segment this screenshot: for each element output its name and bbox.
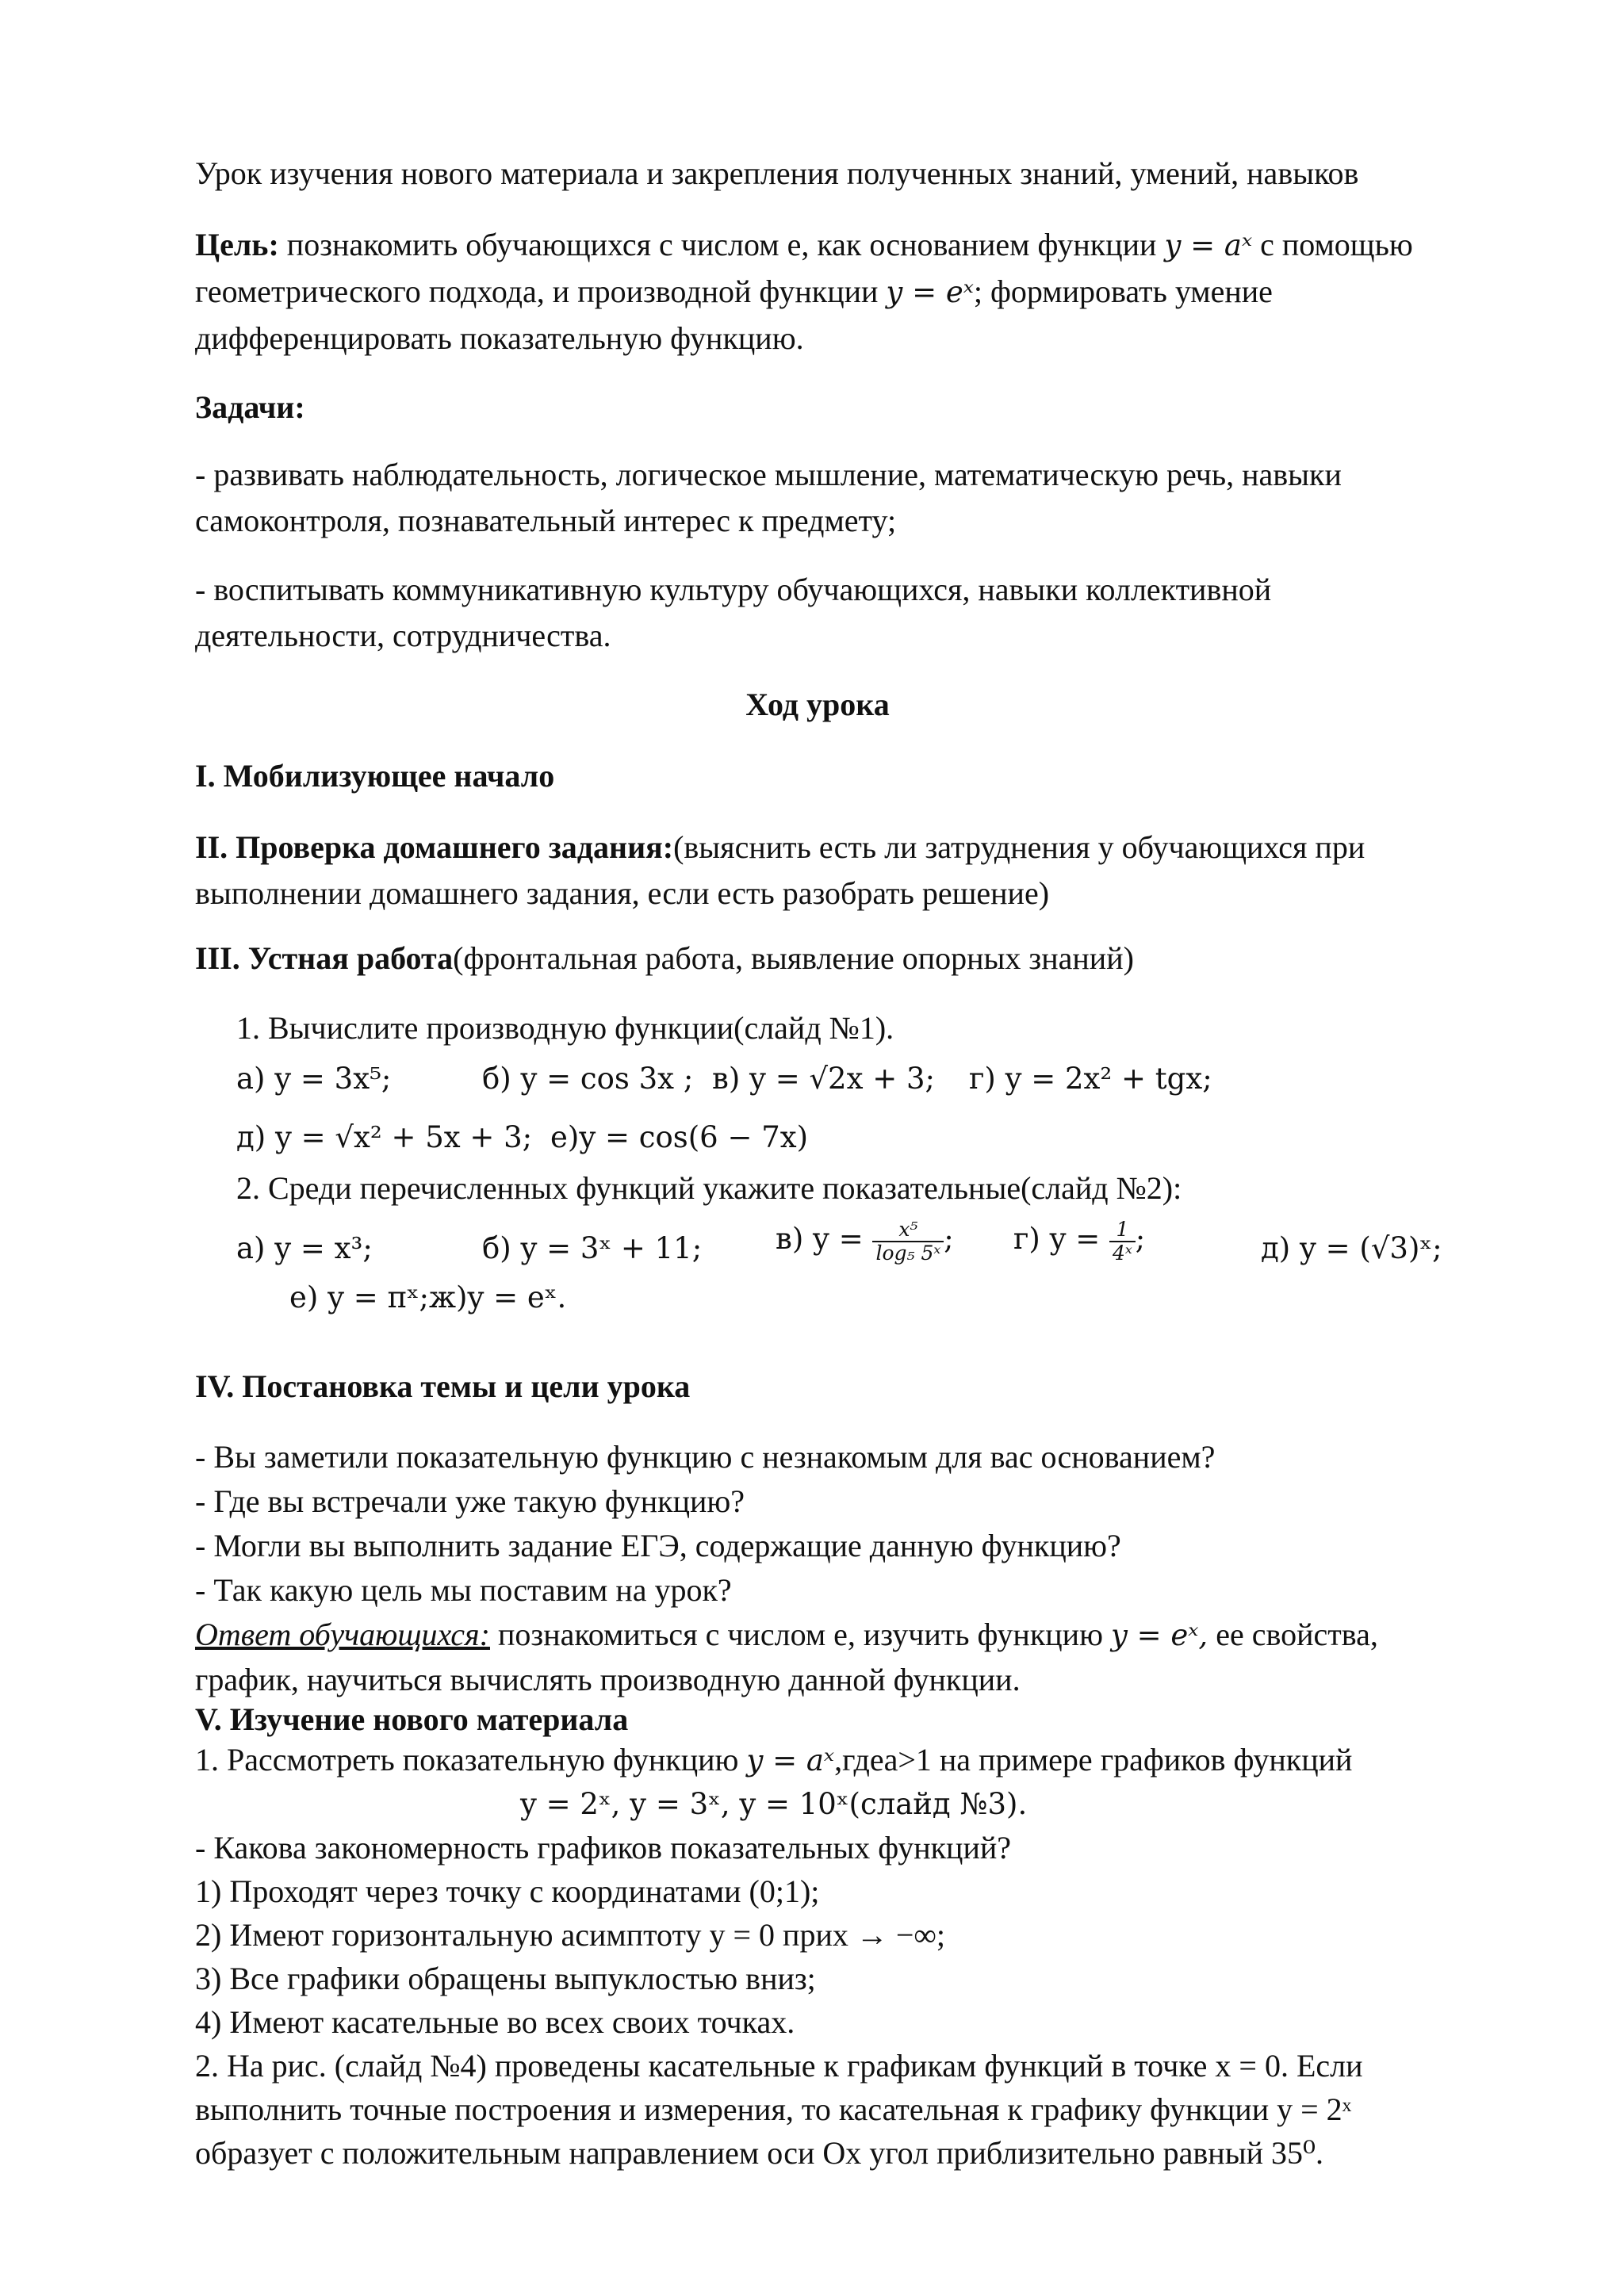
s5-p1-formula: y = aˣ (746, 1743, 835, 1777)
s5-p2-line-3: образует с положительным направлением оси Ox угол приблизительно равный 35⁰. (195, 2135, 1324, 2171)
task-2-line-2: деятельности, сотрудничества. (195, 618, 611, 653)
s5-p2-line-2: выполнить точные построения и измерения, то касательная к графику функции y = 2ˣ (195, 2091, 1352, 2127)
q1-item-g: г) y = 2x² + tgx; (969, 1062, 1212, 1096)
q2-item-a: а) y = x³; (236, 1231, 373, 1265)
section-3-text: (фронтальная работа, выявление опорных знаний) (453, 940, 1134, 976)
section-2 (195, 825, 1440, 916)
section-1-title: I. Мобилизующее начало (195, 758, 555, 794)
question-2: 2. Среди перечисленных функций укажите показательные(слайд №2): (236, 1170, 1182, 1206)
goal-text-1b: с помощью (1252, 227, 1413, 262)
task-1 (195, 452, 1440, 544)
goal-text-1: познакомить обучающихся с числом е, как основанием функции (278, 227, 1165, 262)
q2-item-e: е) y = πˣ;ж)y = eˣ. (289, 1280, 567, 1314)
answer-text: познакомиться с числом e, изучить функцию (489, 1617, 1111, 1652)
section-5-title: V. Изучение нового материала (195, 1701, 629, 1737)
lesson-type-line: Урок изучения нового материала и закрепления полученных знаний, умений, навыков (195, 155, 1359, 191)
answer-text-2: ее свойства, (1208, 1617, 1378, 1652)
answer-label: Ответ обучающихся: (195, 1617, 490, 1652)
goal-formula-2: y = eˣ (886, 275, 974, 309)
section-2-text: (выяснить есть ли затруднения у обучающихся при (673, 829, 1365, 865)
s4-line-1: - Вы заметили показательную функцию с незнакомым для вас основанием? (195, 1439, 1216, 1475)
q1-item-a: а) y = 3x⁵; (236, 1062, 392, 1096)
q1-item-b: б) y = cos 3x ; (482, 1062, 694, 1096)
q2-item-v-fraction (872, 1219, 944, 1265)
q1-item-d: д) y = √x² + 5x + 3; (236, 1120, 533, 1154)
s5-p2-line-1: 2. На рис. (слайд №4) проведены касательные к графикам функций в точке x = 0. Если (195, 2048, 1363, 2084)
q2-v-denominator: log₅ 5ˣ (875, 1241, 941, 1265)
lesson-title: Ход урока (745, 687, 890, 722)
q2-item-v-label: в) y = (776, 1222, 864, 1256)
section-4-title: IV. Постановка темы и цели урока (195, 1368, 691, 1404)
q2-item-d: д) y = (√3)ˣ; (1261, 1231, 1442, 1265)
s5-p1-text: 1. Рассмотреть показательную функцию (195, 1742, 747, 1777)
goal-label: Цель: (195, 227, 279, 262)
goal-text-2b: ; формировать умение (973, 274, 1273, 309)
question-1: 1. Вычислите производную функции(слайд №1). (236, 1010, 894, 1046)
q1-item-v: в) y = √2x + 3; (712, 1062, 935, 1096)
goal-formula-1: y = aˣ (1164, 228, 1253, 262)
task-2-line-1: - воспитывать коммуникативную культуру обучающихся, навыки коллективной (195, 572, 1272, 607)
tasks-label: Задачи: (195, 389, 305, 425)
s5-item-1: 1) Проходят через точку с координатами (0;1); (195, 1873, 820, 1909)
s4-line-3: - Могли вы выполнить задание ЕГЭ, содержащие данную функцию? (195, 1528, 1121, 1563)
s5-question: - Какова закономерность графиков показательных функций? (195, 1830, 1012, 1866)
task-1-line-2: самоконтроля, познавательный интерес к предмету; (195, 503, 897, 538)
q2-item-g: г) y = $\frac{1}{\text{4ˣ}}$ ; (1013, 1217, 1146, 1265)
s5-item-3: 3) Все графики обращены выпуклостью вниз; (195, 1961, 816, 1996)
section-4-body (195, 1435, 1440, 1702)
q2-g-denominator: 4ˣ (1113, 1241, 1132, 1265)
s5-p1-text-2: ,гдеa>1 на примере графиков функций (834, 1742, 1353, 1777)
answer-line-2: график, научиться вычислять производную данной функции. (195, 1662, 1021, 1697)
goal-text-3: дифференцировать показательную функцию. (195, 320, 804, 356)
q2-item-g-fraction (1109, 1219, 1136, 1265)
section-3-title: III. Устная работа (195, 940, 454, 976)
answer-formula: y = eˣ, (1110, 1618, 1208, 1652)
s5-functions-line: y = 2ˣ, y = 3ˣ, y = 10ˣ(слайд №3). (520, 1787, 1028, 1821)
q2-item-g-label: г) y = (1013, 1222, 1101, 1256)
q2-g-numerator: 1 (1109, 1219, 1136, 1242)
s4-line-4: - Так какую цель мы поставим на урок? (195, 1572, 732, 1608)
section-2-text-2: выполнении домашнего задания, если есть разобрать решение) (195, 875, 1050, 911)
section-2-title: II. Проверка домашнего задания: (195, 829, 674, 865)
s4-line-2: - Где вы встречали уже такую функцию? (195, 1483, 745, 1519)
s5-item-4: 4) Имеют касательные во всех своих точках. (195, 2004, 795, 2040)
q1-item-e: е)y = cos(6 − 7x) (550, 1120, 809, 1154)
task-1-line-1: - развивать наблюдательность, логическое мышление, математическую речь, навыки (195, 457, 1342, 492)
q2-item-v: в) y = $\frac{\text{x⁵}}{\text{log₅ 5ˣ}}$ ; (776, 1217, 954, 1265)
q2-v-numerator: x⁵ (872, 1219, 944, 1242)
q2-item-b: б) y = 3ˣ + 11; (482, 1231, 703, 1265)
task-2 (195, 567, 1440, 659)
section-3-heading (195, 936, 1440, 982)
goal-text-2: геометрического подхода, и производной функции (195, 274, 887, 309)
s5-item-2: 2) Имеют горизонтальную асимптоту y = 0 приx → −∞; (195, 1917, 946, 1953)
section-5-body (195, 1738, 1440, 2175)
goal-paragraph (195, 222, 1440, 362)
